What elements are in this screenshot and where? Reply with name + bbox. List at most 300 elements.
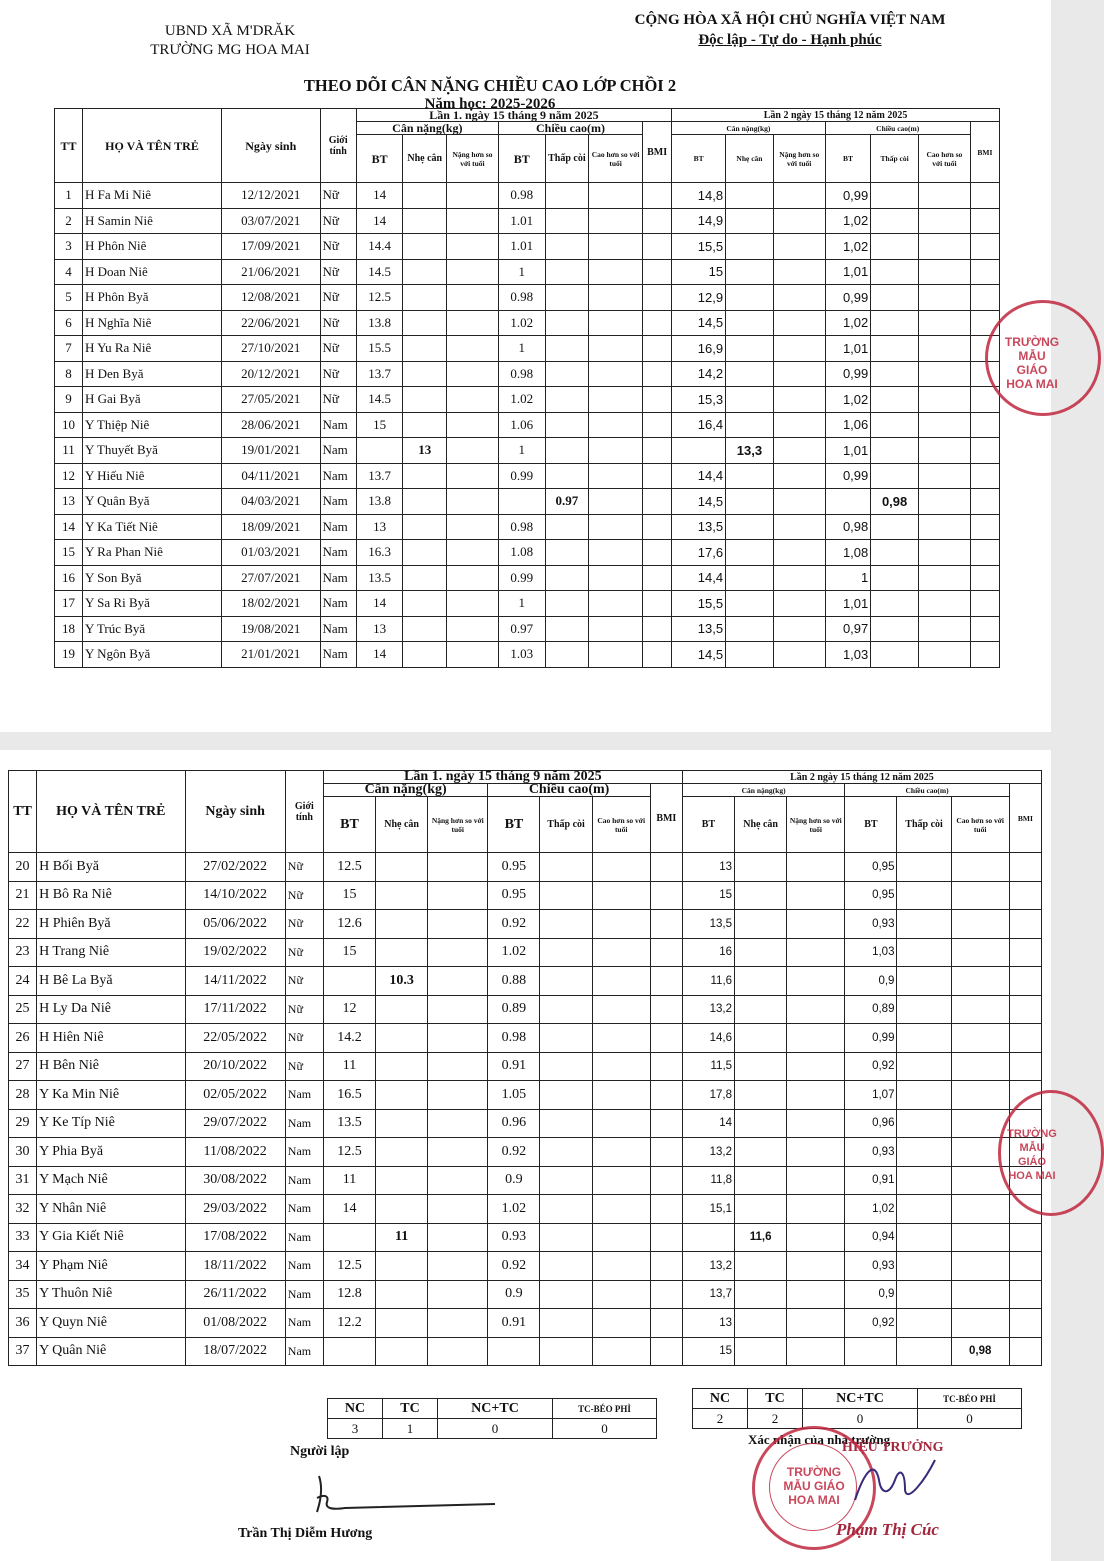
- r1-bmi-value: [650, 995, 682, 1024]
- r1-weight-heavy-value: [447, 565, 499, 591]
- r1-height-bt-value: 1.06: [498, 412, 545, 438]
- school-year: Năm học: 2025-2026: [424, 96, 556, 112]
- r2-weight-light-value: [726, 412, 774, 438]
- r2-weight-bt-value: 14: [682, 1109, 734, 1138]
- r2-height-tall-value: [951, 1081, 1009, 1110]
- r2-height-bt-value: [845, 1337, 897, 1366]
- r1-height-short-value: [540, 1309, 592, 1338]
- r2-height-short: Thấp còi: [871, 135, 919, 183]
- r2-weight-heavy-value: [787, 938, 845, 967]
- r1-height-tall-value: [589, 285, 643, 311]
- r2-bmi-value: [1009, 910, 1041, 939]
- r1-height-short-value: [540, 967, 592, 996]
- principal-title: HIỆU TRƯỞNG: [842, 1440, 944, 1455]
- child-dob: 18/11/2022: [185, 1252, 285, 1281]
- r2-height-short-value: [897, 1081, 951, 1110]
- row-tt: 11: [55, 438, 83, 464]
- r2-bmi-value: [970, 208, 999, 234]
- r2-height-short-value: [871, 387, 919, 413]
- r2-bmi-value: [970, 234, 999, 260]
- child-name: Y Ngôn Byă: [83, 642, 222, 668]
- r2-weight-heavy-value: [773, 463, 825, 489]
- school-stamp-fragment-2: [998, 1090, 1104, 1216]
- r2-height-tall-value: [951, 967, 1009, 996]
- child-gender: Nữ: [320, 285, 356, 311]
- r2-weight-light-value: [735, 1024, 787, 1053]
- r1-weight-heavy-value: [428, 853, 488, 882]
- r2-height-tall-value: [918, 540, 970, 566]
- r1-height-bt-value: 1.05: [488, 1081, 540, 1110]
- r1-weight-heavy-value: [447, 438, 499, 464]
- r2-weight-bt-value: 12,9: [672, 285, 726, 311]
- r2-weight-bt-value: 13,2: [682, 995, 734, 1024]
- r2-height-short-value: [871, 259, 919, 285]
- r2-height-tall-value: 0,98: [951, 1337, 1009, 1366]
- r1-weight-bt-value: 12.6: [323, 910, 375, 939]
- p2-r2-bmi-header: BMI: [1009, 784, 1041, 853]
- r1-weight-bt-value: [323, 1337, 375, 1366]
- child-dob: 29/03/2022: [185, 1195, 285, 1224]
- child-gender: Nam: [320, 565, 356, 591]
- child-dob: 27/10/2021: [221, 336, 320, 362]
- r1-height-short-value: [540, 1081, 592, 1110]
- stamp2-text-3: HOA MAI: [1008, 1170, 1056, 1182]
- r1-weight-light-value: [403, 591, 447, 617]
- r1-bmi-value: [643, 183, 672, 209]
- r2-height-short-value: [897, 1280, 951, 1309]
- child-name: Y Quân Niê: [37, 1337, 185, 1366]
- r1-weight-bt-value: 14.4: [356, 234, 403, 260]
- r1-weight-light-value: [403, 285, 447, 311]
- r2-weight-bt: BT: [672, 135, 726, 183]
- r1-height-short-value: [545, 336, 589, 362]
- p2-r2-weight-bt: BT: [682, 797, 734, 853]
- summary-round-1: [327, 1398, 657, 1439]
- child-dob: 19/08/2021: [221, 616, 320, 642]
- r1-bmi-value: [643, 565, 672, 591]
- r1-weight-heavy-value: [447, 361, 499, 387]
- r2-height-bt-value: 0,99: [825, 361, 871, 387]
- r1-weight-heavy-value: [428, 1280, 488, 1309]
- r2-weight-light-value: [726, 285, 774, 311]
- r1-height-bt-value: 1: [498, 259, 545, 285]
- r1-weight-heavy-value: [428, 1337, 488, 1366]
- r1-height-tall-value: [592, 1252, 650, 1281]
- child-dob: 27/07/2021: [221, 565, 320, 591]
- child-gender: Nam: [285, 1195, 323, 1224]
- r1-bmi-value: [650, 910, 682, 939]
- r1-bmi-value: [650, 1109, 682, 1138]
- child-name: H Ly Da Niê: [37, 995, 185, 1024]
- r1-height-bt-value: 1.02: [488, 938, 540, 967]
- r1-height-short-value: [545, 183, 589, 209]
- r2-weight-bt-value: 13,5: [682, 910, 734, 939]
- r1-height-tall-value: [589, 642, 643, 668]
- child-gender: Nam: [320, 463, 356, 489]
- r2-weight-bt-value: 15: [682, 1337, 734, 1366]
- p2-r1-bmi-header: BMI: [650, 784, 682, 853]
- p2-r2-weight-light: Nhẹ cân: [735, 797, 787, 853]
- r2-bmi-value: [1009, 967, 1041, 996]
- r2-height-bt-value: 0,89: [845, 995, 897, 1024]
- r2-weight-light-value: [735, 881, 787, 910]
- r1-height-short-value: [545, 540, 589, 566]
- r2-weight-bt-value: 11,8: [682, 1166, 734, 1195]
- r2-weight-bt-value: 15,5: [672, 591, 726, 617]
- p2-r1-weight-light: Nhẹ cân: [376, 797, 428, 853]
- child-gender: Nam: [320, 412, 356, 438]
- r1-bmi-value: [650, 1309, 682, 1338]
- r1-height-tall-value: [592, 853, 650, 882]
- child-dob: 12/08/2021: [221, 285, 320, 311]
- r1-weight-heavy-value: [428, 1052, 488, 1081]
- r2-weight-heavy-value: [773, 183, 825, 209]
- child-name: Y Quân Byă: [83, 489, 222, 515]
- child-dob: 27/05/2021: [221, 387, 320, 413]
- r2-height-header: Chiều cao(m): [825, 122, 970, 135]
- r1-height-tall-value: [592, 881, 650, 910]
- r2-weight-light-value: [726, 489, 774, 515]
- r2-height-bt-value: 0,99: [825, 285, 871, 311]
- r1-weight-light-value: [376, 881, 428, 910]
- row-tt: 30: [9, 1138, 37, 1167]
- r1-height-short-value: [540, 1252, 592, 1281]
- agency-name: UBND XÃ M'DRĂK: [164, 23, 296, 39]
- r1-bmi-value: [643, 438, 672, 464]
- table-row: [9, 1081, 1042, 1110]
- creator-name: Trần Thị Diễm Hương: [238, 1526, 373, 1541]
- child-gender: Nữ: [320, 208, 356, 234]
- table-row: [55, 208, 1000, 234]
- r1-bmi-value: [650, 1166, 682, 1195]
- r2-height-tall-value: [951, 853, 1009, 882]
- r2-weight-bt-value: 13,5: [672, 616, 726, 642]
- r1-bmi-value: [650, 938, 682, 967]
- r2-weight-light-value: [726, 616, 774, 642]
- child-name: H Bô Ra Niê: [37, 881, 185, 910]
- summary1-nctc: 0: [438, 1419, 553, 1439]
- r1-height-bt-value: 0.98: [498, 361, 545, 387]
- r1-weight-light-value: [376, 938, 428, 967]
- principal-signature: [835, 1450, 955, 1520]
- child-gender: Nam: [285, 1166, 323, 1195]
- r1-bmi-value: [643, 336, 672, 362]
- r1-bmi-value: [650, 1195, 682, 1224]
- child-name: Y Son Byă: [83, 565, 222, 591]
- r2-height-bt-value: 1,07: [845, 1081, 897, 1110]
- r1-height-bt-value: 0.91: [488, 1052, 540, 1081]
- r1-height-tall-value: [589, 259, 643, 285]
- summary1-tc: 1: [383, 1419, 438, 1439]
- r2-height-tall-value: [918, 310, 970, 336]
- r1-weight-light-value: 10.3: [376, 967, 428, 996]
- r2-weight-heavy-value: [787, 1309, 845, 1338]
- r2-weight-heavy-value: [787, 1138, 845, 1167]
- r1-weight-bt-value: 12: [323, 995, 375, 1024]
- r2-height-short-value: [871, 208, 919, 234]
- r1-height-short-value: 0.97: [545, 489, 589, 515]
- row-tt: 24: [9, 967, 37, 996]
- row-tt: 20: [9, 853, 37, 882]
- child-gender: Nam: [285, 1309, 323, 1338]
- r2-height-short-value: 0,98: [871, 489, 919, 515]
- r2-weight-light-value: [735, 1280, 787, 1309]
- r2-bmi-value: [970, 616, 999, 642]
- r1-weight-bt-value: 12.8: [323, 1280, 375, 1309]
- summary2-nc: 2: [693, 1409, 748, 1429]
- r1-weight-bt-value: 12.2: [323, 1309, 375, 1338]
- r1-height-tall-value: [589, 616, 643, 642]
- child-dob: 30/08/2022: [185, 1166, 285, 1195]
- r1-bmi-value: [650, 1024, 682, 1053]
- summary2-obese: 0: [918, 1409, 1022, 1429]
- r2-height-short-value: [871, 183, 919, 209]
- r2-bmi-value: [1009, 1252, 1041, 1281]
- r2-height-bt-value: 0,9: [845, 1280, 897, 1309]
- child-name: Y Mạch Niê: [37, 1166, 185, 1195]
- r2-height-tall-value: [918, 336, 970, 362]
- summary1-label-obese: TC-BÉO PHÌ: [553, 1399, 657, 1419]
- r1-height-short-value: [540, 938, 592, 967]
- r1-height-short-value: [545, 565, 589, 591]
- r2-weight-light-value: [726, 565, 774, 591]
- r1-weight-light-value: 13: [403, 438, 447, 464]
- child-name: H Phôn Niê: [83, 234, 222, 260]
- child-name: Y Ra Phan Niê: [83, 540, 222, 566]
- r1-height-tall-value: [592, 1138, 650, 1167]
- r1-height-short-value: [545, 285, 589, 311]
- child-gender: Nữ: [320, 336, 356, 362]
- r1-height-short-value: [545, 234, 589, 260]
- r1-height-tall-value: [592, 1024, 650, 1053]
- p2-round2-header: Lần 2 ngày 15 tháng 12 năm 2025: [682, 771, 1041, 784]
- row-tt: 33: [9, 1223, 37, 1252]
- r2-bmi-value: [970, 591, 999, 617]
- r1-height-tall-value: [589, 412, 643, 438]
- r2-height-bt-value: 1,03: [845, 938, 897, 967]
- r2-height-bt-value: [825, 489, 871, 515]
- table-row: [55, 234, 1000, 260]
- table-row: [55, 361, 1000, 387]
- r2-bmi-value: [1009, 1337, 1041, 1366]
- child-name: Y Trúc Byă: [83, 616, 222, 642]
- r2-weight-heavy-value: [773, 565, 825, 591]
- r1-bmi-value: [643, 208, 672, 234]
- r1-weight-heavy-value: [447, 489, 499, 515]
- r2-height-bt-value: 0,97: [825, 616, 871, 642]
- r2-weight-light-value: [726, 540, 774, 566]
- r1-weight-bt-value: 13.5: [323, 1109, 375, 1138]
- r2-weight-light-value: [726, 387, 774, 413]
- r2-weight-heavy-value: [773, 336, 825, 362]
- r2-weight-heavy-value: [787, 1252, 845, 1281]
- r2-weight-heavy-value: [773, 642, 825, 668]
- r1-bmi-value: [650, 1138, 682, 1167]
- r1-height-short-value: [545, 208, 589, 234]
- child-name: Y Thiệp Niê: [83, 412, 222, 438]
- r1-weight-light-value: [376, 1166, 428, 1195]
- r2-height-bt-value: 0,99: [825, 463, 871, 489]
- r2-weight-light-value: [726, 591, 774, 617]
- r2-height-short-value: [871, 438, 919, 464]
- r2-weight-bt-value: 13,7: [682, 1280, 734, 1309]
- table-row: [55, 438, 1000, 464]
- r2-weight-bt-value: 14,5: [672, 489, 726, 515]
- r2-weight-light-value: [735, 1309, 787, 1338]
- r1-height-bt-value: 1: [498, 438, 545, 464]
- r1-height-bt-value: [488, 1337, 540, 1366]
- r1-height-tall-value: [592, 938, 650, 967]
- r1-weight-bt-value: 11: [323, 1166, 375, 1195]
- r2-weight-light-value: [726, 361, 774, 387]
- summary2-label-obese: TC-BÉO PHÌ: [918, 1389, 1022, 1409]
- r2-weight-bt-value: 11,6: [682, 967, 734, 996]
- r1-weight-bt-value: 12.5: [323, 1252, 375, 1281]
- child-gender: Nam: [285, 1138, 323, 1167]
- r1-weight-light-value: [403, 540, 447, 566]
- r2-weight-light-value: [726, 183, 774, 209]
- r2-bmi-value: [1009, 938, 1041, 967]
- child-name: H Samin Niê: [83, 208, 222, 234]
- child-gender: Nam: [320, 514, 356, 540]
- r2-bmi-value: [970, 642, 999, 668]
- child-dob: 26/11/2022: [185, 1280, 285, 1309]
- r1-height-short-value: [540, 1337, 592, 1366]
- child-name: Y Gia Kiết Niê: [37, 1223, 185, 1252]
- growth-table-page-2: [8, 770, 1042, 1366]
- r2-weight-heavy-value: [787, 1223, 845, 1252]
- row-tt: 22: [9, 910, 37, 939]
- r2-weight-heavy-value: [773, 412, 825, 438]
- r1-height-tall-value: [589, 387, 643, 413]
- r1-height-short-value: [545, 412, 589, 438]
- table-row: [9, 1138, 1042, 1167]
- row-tt: 6: [55, 310, 83, 336]
- table-row: [9, 1280, 1042, 1309]
- child-gender: Nam: [285, 1252, 323, 1281]
- r1-height-short-value: [540, 881, 592, 910]
- r1-height-bt-value: 1.02: [498, 310, 545, 336]
- title-text: THEO DÕI CÂN NẶNG CHIỀU CAO LỚP CHỒI 2: [303, 76, 677, 95]
- r2-weight-light-value: [726, 336, 774, 362]
- r2-weight-light-value: [735, 853, 787, 882]
- r1-height-bt-value: 1.08: [498, 540, 545, 566]
- row-tt: 35: [9, 1280, 37, 1309]
- r1-weight-light-value: [376, 1024, 428, 1053]
- summary1-label-nctc: NC+TC: [438, 1399, 553, 1419]
- r1-weight-bt-value: 13: [356, 514, 403, 540]
- col-tt: TT: [55, 109, 83, 183]
- r1-weight-heavy-value: [428, 1309, 488, 1338]
- r2-height-short-value: [897, 1252, 951, 1281]
- child-name: H Phôn Byă: [83, 285, 222, 311]
- r2-bmi-value: [1009, 1309, 1041, 1338]
- child-dob: 14/10/2022: [185, 881, 285, 910]
- r1-bmi-value: [643, 642, 672, 668]
- r2-height-short-value: [871, 514, 919, 540]
- r1-height-short: Thấp còi: [545, 135, 589, 183]
- r1-bmi-value: [650, 1280, 682, 1309]
- r2-height-tall-value: [951, 910, 1009, 939]
- row-tt: 19: [55, 642, 83, 668]
- r1-weight-light-value: [376, 1195, 428, 1224]
- r1-weight-light-value: [376, 910, 428, 939]
- r2-bmi-value: [1009, 1280, 1041, 1309]
- child-gender: Nữ: [320, 310, 356, 336]
- r2-weight-heavy-value: [773, 514, 825, 540]
- r1-weight-bt: BT: [356, 135, 403, 183]
- agency-header: [130, 22, 330, 60]
- r2-height-tall-value: [918, 591, 970, 617]
- r1-weight-heavy-value: [447, 463, 499, 489]
- r1-weight-light-value: [403, 259, 447, 285]
- summary2-nctc: 0: [803, 1409, 918, 1429]
- r1-bmi-value: [643, 361, 672, 387]
- p2-r1-height-header: Chiều cao(m): [488, 784, 650, 797]
- child-gender: Nam: [285, 1280, 323, 1309]
- r1-weight-bt-value: 15: [356, 412, 403, 438]
- table-row: [9, 910, 1042, 939]
- r2-weight-heavy-value: [773, 361, 825, 387]
- r1-weight-light-value: [376, 995, 428, 1024]
- r2-height-short-value: [871, 565, 919, 591]
- r2-bmi-value: [970, 183, 999, 209]
- p2-col-name: HỌ VÀ TÊN TRẺ: [37, 771, 185, 853]
- r1-height-tall-value: [589, 438, 643, 464]
- r2-weight-bt-value: 14,5: [672, 642, 726, 668]
- r1-weight-bt-value: 15: [323, 938, 375, 967]
- table-row: [55, 183, 1000, 209]
- r2-height-bt-value: 0,94: [845, 1223, 897, 1252]
- r1-height-short-value: [545, 616, 589, 642]
- table-row: [55, 642, 1000, 668]
- r2-height-bt-value: 1,01: [825, 336, 871, 362]
- child-dob: 19/01/2021: [221, 438, 320, 464]
- confirm-label: Xác nhận của nhà trường: [748, 1432, 891, 1447]
- r2-weight-light: Nhẹ cân: [726, 135, 774, 183]
- table-row: [55, 514, 1000, 540]
- child-name: H Den Byă: [83, 361, 222, 387]
- row-tt: 4: [55, 259, 83, 285]
- r1-weight-light-value: [403, 336, 447, 362]
- r1-height-tall-value: [592, 1109, 650, 1138]
- r1-height-tall-value: [589, 463, 643, 489]
- r2-bmi-value: [970, 412, 999, 438]
- r1-height-bt-value: 0.98: [498, 285, 545, 311]
- r1-height-short-value: [545, 514, 589, 540]
- r1-height-short-value: [540, 1195, 592, 1224]
- child-gender: Nữ: [285, 1024, 323, 1053]
- r1-weight-light-value: [376, 1337, 428, 1366]
- r2-height-bt-value: 1,01: [825, 438, 871, 464]
- r1-height-tall-value: [592, 1309, 650, 1338]
- r1-weight-light-value: [403, 208, 447, 234]
- r1-height-short-value: [540, 910, 592, 939]
- round2-header: Lần 2 ngày 15 tháng 12 năm 2025: [672, 109, 1000, 122]
- table-row: [55, 463, 1000, 489]
- r1-weight-light-value: [376, 1252, 428, 1281]
- r2-bmi-value: [1009, 1223, 1041, 1252]
- table-row: [55, 310, 1000, 336]
- r1-height-short-value: [540, 853, 592, 882]
- table-row: [9, 967, 1042, 996]
- r1-height-tall-value: [589, 514, 643, 540]
- table-row: [9, 881, 1042, 910]
- row-tt: 21: [9, 881, 37, 910]
- r1-height-tall-value: [592, 967, 650, 996]
- stamp-text-2: MẪU GIÁO: [1016, 349, 1048, 377]
- child-gender: Nữ: [320, 234, 356, 260]
